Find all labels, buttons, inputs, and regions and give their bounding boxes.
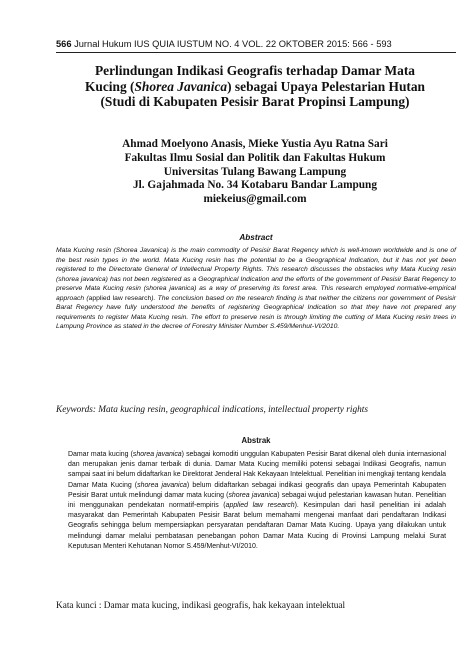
author-address: Jl. Gajahmada No. 34 Kotabaru Bandar Lampung xyxy=(133,179,377,192)
author-affiliation-faculty: Fakultas Ilmu Sosial dan Politik dan Fakultas Hukum xyxy=(124,151,386,164)
header-rule xyxy=(56,52,456,53)
author-affiliation-university: Universitas Tulang Bawang Lampung xyxy=(163,165,347,178)
keywords-en-label: Keywords: xyxy=(56,405,96,415)
abstract-heading-en: Abstract xyxy=(239,233,273,242)
keywords-en xyxy=(56,405,456,415)
page-number: 566 xyxy=(56,39,72,49)
abstract-id-italic-3: shorea javanica xyxy=(228,491,278,499)
abstract-en-upright-1: applied law research xyxy=(88,294,152,302)
abstract-id-text-4: ) sebagai wujud pelestarian kawasan hutan. Penelitian ini menggunakan pendekatan normatif-empiris ( xyxy=(68,491,446,510)
title-part-2: ) sebagai Upaya Pelestarian Hutan (Studi di Kabupaten Pesisir Barat Propinsi Lampung) xyxy=(100,78,425,110)
abstract-heading-id: Abstrak xyxy=(241,436,271,445)
keywords-id xyxy=(56,601,456,611)
author-email: miekeius@gmail.com xyxy=(203,193,307,206)
running-header xyxy=(56,39,456,49)
abstract-id-italic-4: applied law research xyxy=(225,502,295,510)
abstract-id-text-3: ) belum didaftarkan sebagai indikasi geografis dan upaya Pemerintah Kabupaten Pesisir Barat untuk melindungi damar mata kucing ( xyxy=(68,481,447,499)
abstract-id-italic-1: shorea javanica xyxy=(132,451,182,458)
keywords-id-text: Damar mata kucing, indikasi geografis, hak kekayaan intelektual xyxy=(103,601,346,611)
article-title xyxy=(80,63,430,110)
title-italic: Shorea Javanica xyxy=(134,78,228,94)
abstract-en-text-1: Mata Kucing resin (Shorea Javanica) is the main commodity of Pesisir Barat Regency which is well-known worldwide and is one of the best resin types in the world. Mata Kucing resin has the potential to be a Geographical Indication, but it has not yet been registered to the Directorate General of Intellectual Property Rights. This research discusses the obstacles why Mata Kucing resin (shorea javanica) has not been registered as a Geographical Indication and the efforts of the government of Pesisir Barat Regency to preserve Mata Kucing resin (shorea javanica) as a way of preserving its forest area. This research employed normative-empirical approach ( xyxy=(56,247,456,302)
abstract-id-text-5: ). Kesimpulan dari hasil penelitian ini adalah masyarakat dan Pemerintah Kabupaten Pesisir Barat belum memahami mengenai manfaat dari pendaftaran Indikasi Geografis sehingga belum mempersiapkan persyaratan pendaftaran Damar Mata Kucing. Upaya yang dilakukan untuk melindungi damar melalui pembatasan penebangan pohon Damar Mata Kucing di Provinsi Lampung melalui Surat Keputusan Menteri Kehutanan Nomor S.459/Menhut-VI/2010. xyxy=(68,502,446,550)
abstract-id-italic-2: shorea javanica xyxy=(137,481,187,489)
abstract-body-id xyxy=(68,450,446,552)
abstract-body-en xyxy=(56,246,456,332)
abstract-en-text-2: ). The conclusion based on the research finding is that neither the citizens nor government of Pesisir Barat Regency have fully understood the benefits of registering Geographical Indication so that they have not prepared any requirements to register Mata Kucing resin. The effort to preserve resin is through limiting the cutting of Mata Kucing resin trees in Lampung Province as stated in the decree of Forestry Minister Number S.459/Menhut-VI/2010. xyxy=(56,294,456,330)
author-block xyxy=(70,138,440,207)
abstract-id-text-2: ) sebagai komoditi unggulan Kabupaten Pesisir Barat dikenal oleh dunia internasional dan merupakan jenis damar terbaik di dunia. Damar Mata Kucing memiliki potensi sebagai Indikasi Geografis, namun sampai saat ini belum didaftarkan ke Direktorat Jenderal Hak Kekayaan Intelektual. Penelitian ini mengkaji tentang kendala Damar Mata Kucing ( xyxy=(68,451,446,489)
journal-citation: Jurnal Hukum IUS QUIA IUSTUM NO. 4 VOL. 22 OKTOBER 2015: 566 - 593 xyxy=(74,39,392,49)
keywords-en-text: Mata kucing resin, geographical indications, intellectual property rights xyxy=(98,405,368,415)
title-part-1: Perlindungan Indikasi Geografis terhadap Damar Mata Kucing ( xyxy=(85,63,416,94)
abstract-id-text-1: Damar mata kucing ( xyxy=(68,451,133,458)
keywords-id-label: Kata kunci : xyxy=(56,601,102,611)
author-names: Ahmad Moelyono Anasis, Mieke Yustia Ayu Ratna Sari xyxy=(122,138,388,150)
